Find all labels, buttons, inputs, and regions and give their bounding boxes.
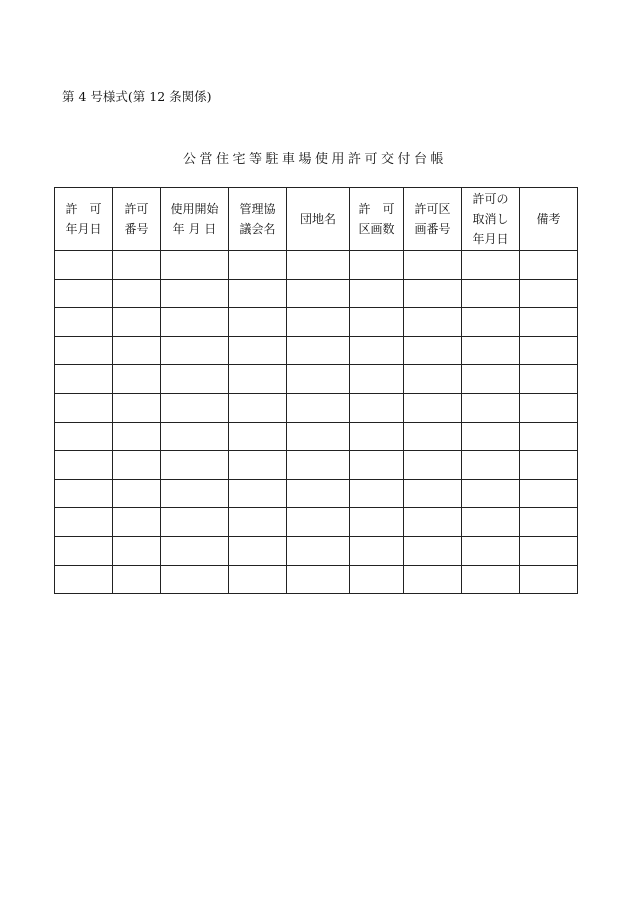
table-cell [229, 393, 287, 422]
ledger-table [54, 187, 578, 594]
table-cell [161, 479, 229, 508]
table-cell [55, 279, 113, 308]
table-cell [287, 536, 350, 565]
table-cell [113, 479, 161, 508]
table-cell [520, 479, 578, 508]
col-header-permit-number: 許可 番号 [113, 188, 161, 251]
table-row [55, 279, 578, 308]
table-row [55, 422, 578, 451]
table-row [55, 251, 578, 280]
table-row [55, 393, 578, 422]
table-cell [229, 536, 287, 565]
col-header-permitted-spaces: 許 可 区画数 [350, 188, 404, 251]
table-cell [462, 336, 520, 365]
table-cell [520, 393, 578, 422]
col-header-permit-date: 許 可 年月日 [55, 188, 113, 251]
table-cell [404, 308, 462, 337]
table-cell [404, 365, 462, 394]
table-cell [113, 251, 161, 280]
table-cell [520, 451, 578, 480]
table-cell [520, 422, 578, 451]
table-cell [229, 422, 287, 451]
table-cell [55, 365, 113, 394]
table-cell [229, 365, 287, 394]
table-cell [55, 251, 113, 280]
table-cell [161, 308, 229, 337]
table-cell [404, 479, 462, 508]
form-number: 第 4 号様式(第 12 条関係) [62, 89, 212, 104]
table-cell [55, 393, 113, 422]
table-cell [404, 393, 462, 422]
table-cell [350, 508, 404, 537]
col-header-space-number: 許可区 画番号 [404, 188, 462, 251]
table-cell [520, 365, 578, 394]
table-cell [462, 479, 520, 508]
table-cell [350, 565, 404, 594]
table-cell [287, 422, 350, 451]
table-cell [520, 336, 578, 365]
table-cell [229, 336, 287, 365]
table-cell [229, 251, 287, 280]
table-cell [229, 565, 287, 594]
col-header-revocation-date: 許可の 取消し 年月日 [462, 188, 520, 251]
table-cell [113, 308, 161, 337]
table-cell [287, 479, 350, 508]
table-cell [404, 251, 462, 280]
table-cell [404, 565, 462, 594]
table-cell [350, 422, 404, 451]
table-row [55, 479, 578, 508]
table-cell [287, 393, 350, 422]
table-cell [113, 508, 161, 537]
col-header-start-date: 使用開始 年 月 日 [161, 188, 229, 251]
table-cell [350, 308, 404, 337]
table-cell [161, 251, 229, 280]
table-cell [350, 251, 404, 280]
ledger-body [55, 251, 578, 594]
table-cell [404, 422, 462, 451]
header-row [55, 188, 578, 251]
table-cell [404, 508, 462, 537]
table-cell [113, 365, 161, 394]
table-cell [462, 279, 520, 308]
table-cell [161, 279, 229, 308]
table-cell [55, 536, 113, 565]
table-cell [350, 479, 404, 508]
table-cell [350, 365, 404, 394]
table-cell [462, 451, 520, 480]
table-cell [287, 279, 350, 308]
table-cell [520, 251, 578, 280]
table-cell [113, 451, 161, 480]
table-cell [287, 508, 350, 537]
table-cell [229, 451, 287, 480]
table-cell [520, 565, 578, 594]
table-cell [462, 393, 520, 422]
table-cell [462, 308, 520, 337]
col-header-management-council: 管理協 議会名 [229, 188, 287, 251]
table-cell [287, 308, 350, 337]
table-cell [350, 536, 404, 565]
table-cell [229, 279, 287, 308]
table-cell [161, 451, 229, 480]
table-cell [462, 565, 520, 594]
table-cell [55, 422, 113, 451]
table-cell [161, 565, 229, 594]
table-cell [287, 251, 350, 280]
table-cell [55, 508, 113, 537]
col-header-remarks: 備考 [520, 188, 578, 251]
table-cell [161, 536, 229, 565]
table-cell [113, 393, 161, 422]
table-cell [113, 565, 161, 594]
table-cell [229, 308, 287, 337]
table-cell [55, 451, 113, 480]
table-row [55, 308, 578, 337]
table-row [55, 336, 578, 365]
table-cell [462, 422, 520, 451]
table-cell [55, 479, 113, 508]
table-cell [520, 508, 578, 537]
table-cell [462, 536, 520, 565]
col-header-housing-complex: 団地名 [287, 188, 350, 251]
table-cell [350, 279, 404, 308]
page-title: 公営住宅等駐車場使用許可交付台帳 [182, 152, 447, 167]
table-cell [161, 508, 229, 537]
table-cell [229, 479, 287, 508]
table-cell [161, 393, 229, 422]
table-cell [113, 336, 161, 365]
table-row [55, 565, 578, 594]
table-cell [55, 308, 113, 337]
table-cell [520, 536, 578, 565]
table-cell [55, 336, 113, 365]
table-cell [55, 565, 113, 594]
table-cell [520, 308, 578, 337]
table-cell [404, 536, 462, 565]
table-cell [404, 451, 462, 480]
table-cell [462, 365, 520, 394]
table-row [55, 536, 578, 565]
table-row [55, 451, 578, 480]
table-cell [404, 336, 462, 365]
table-cell [350, 336, 404, 365]
table-row [55, 508, 578, 537]
table-cell [113, 279, 161, 308]
table-cell [287, 336, 350, 365]
table-cell [350, 451, 404, 480]
table-cell [229, 508, 287, 537]
table-cell [287, 365, 350, 394]
table-cell [520, 279, 578, 308]
table-cell [161, 422, 229, 451]
table-cell [462, 508, 520, 537]
table-row [55, 365, 578, 394]
table-cell [161, 336, 229, 365]
table-cell [161, 365, 229, 394]
table-cell [113, 422, 161, 451]
table-cell [404, 279, 462, 308]
table-cell [350, 393, 404, 422]
table-cell [287, 451, 350, 480]
table-cell [287, 565, 350, 594]
table-cell [113, 536, 161, 565]
table-cell [462, 251, 520, 280]
